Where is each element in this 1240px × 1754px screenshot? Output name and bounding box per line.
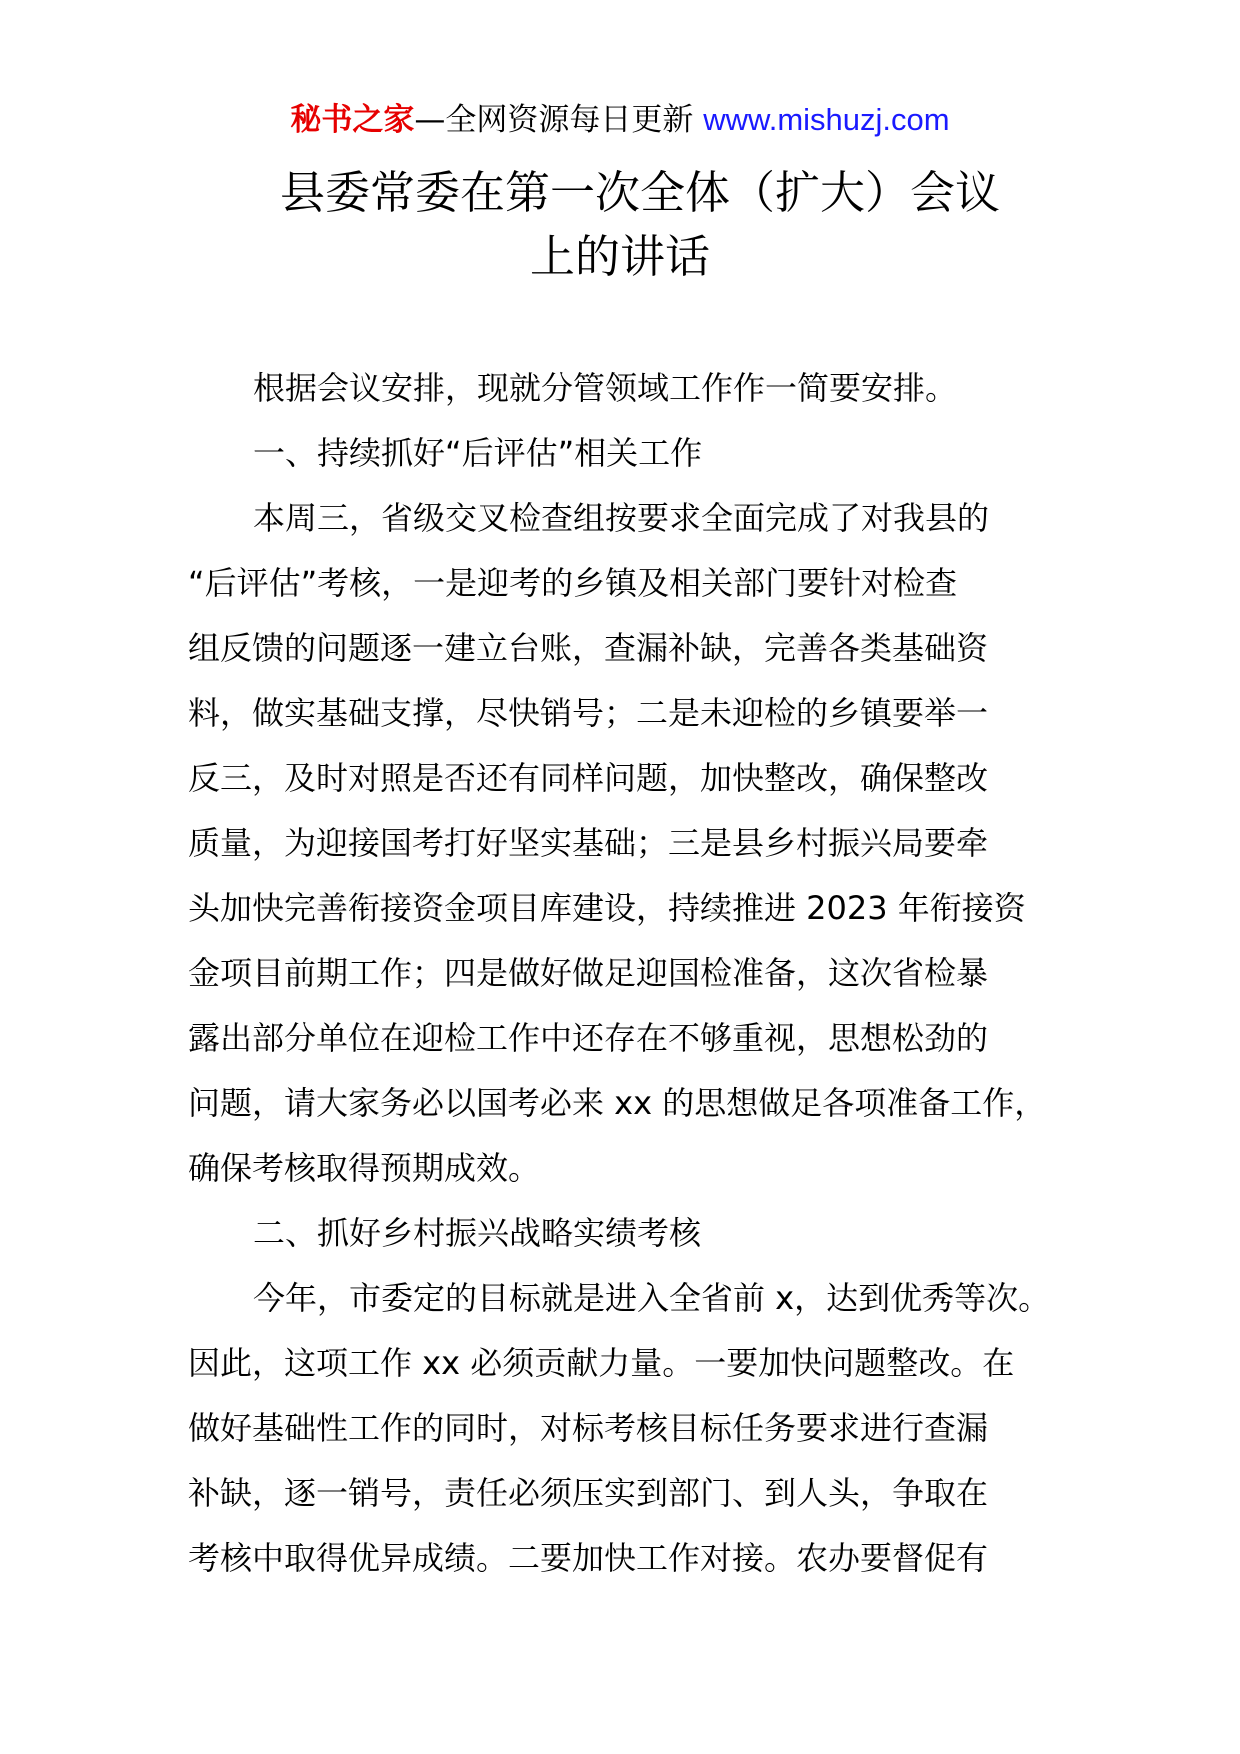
paragraph-line: 今年，市委定的目标就是进入全省前 x，达到优秀等次。 xyxy=(253,1279,1051,1317)
section-heading-2: 二、抓好乡村振兴战略实绩考核 xyxy=(253,1214,702,1252)
paragraph-line: 考核中取得优异成绩。二要加快工作对接。农办要督促有 xyxy=(188,1539,989,1577)
document-title-line-1: 县委常委在第一次全体（扩大）会议 xyxy=(279,166,1000,219)
header-tagline: —全网资源每日更新 xyxy=(414,102,704,138)
paragraph-line: “后评估”考核，一是迎考的乡镇及相关部门要针对检查 xyxy=(188,564,958,602)
paragraph-line: 头加快完善衔接资金项目库建设，持续推进 2023 年衔接资 xyxy=(188,889,1026,927)
paragraph-line: 问题，请大家务必以国考必来 xx 的思想做足各项准备工作， xyxy=(188,1084,1047,1122)
paragraph-line: 料，做实基础支撑，尽快销号；二是未迎检的乡镇要举一 xyxy=(188,694,989,732)
paragraph-line: 本周三，省级交叉检查组按要求全面完成了对我县的 xyxy=(253,499,990,537)
intro-paragraph: 根据会议安排，现就分管领域工作作一简要安排。 xyxy=(253,369,958,407)
paragraph-line: 补缺，逐一销号，责任必须压实到部门、到人头，争取在 xyxy=(188,1474,989,1512)
paragraph-line: 露出部分单位在迎检工作中还存在不够重视，思想松劲的 xyxy=(188,1019,989,1057)
paragraph-line: 反三，及时对照是否还有同样问题，加快整改，确保整改 xyxy=(188,759,989,797)
paragraph-line: 确保考核取得预期成效。 xyxy=(188,1149,541,1187)
site-url-link[interactable]: www.mishuzj.com xyxy=(703,102,950,137)
paragraph-line: 做好基础性工作的同时，对标考核目标任务要求进行查漏 xyxy=(188,1409,989,1447)
document-body xyxy=(188,356,1088,1591)
site-header xyxy=(0,98,1240,142)
section-heading-1: 一、持续抓好“后评估”相关工作 xyxy=(253,434,703,472)
paragraph-line: 组反馈的问题逐一建立台账，查漏补缺，完善各类基础资 xyxy=(188,629,989,667)
document-title-line-2: 上的讲话 xyxy=(529,230,710,283)
brand-name: 秘书之家 xyxy=(290,102,415,138)
paragraph-line: 因此，这项工作 xx 必须贡献力量。一要加快问题整改。在 xyxy=(188,1344,1015,1382)
paragraph-line: 金项目前期工作；四是做好做足迎国检准备，这次省检暴 xyxy=(188,954,989,992)
paragraph-line: 质量，为迎接国考打好坚实基础；三是县乡村振兴局要牵 xyxy=(188,824,989,862)
